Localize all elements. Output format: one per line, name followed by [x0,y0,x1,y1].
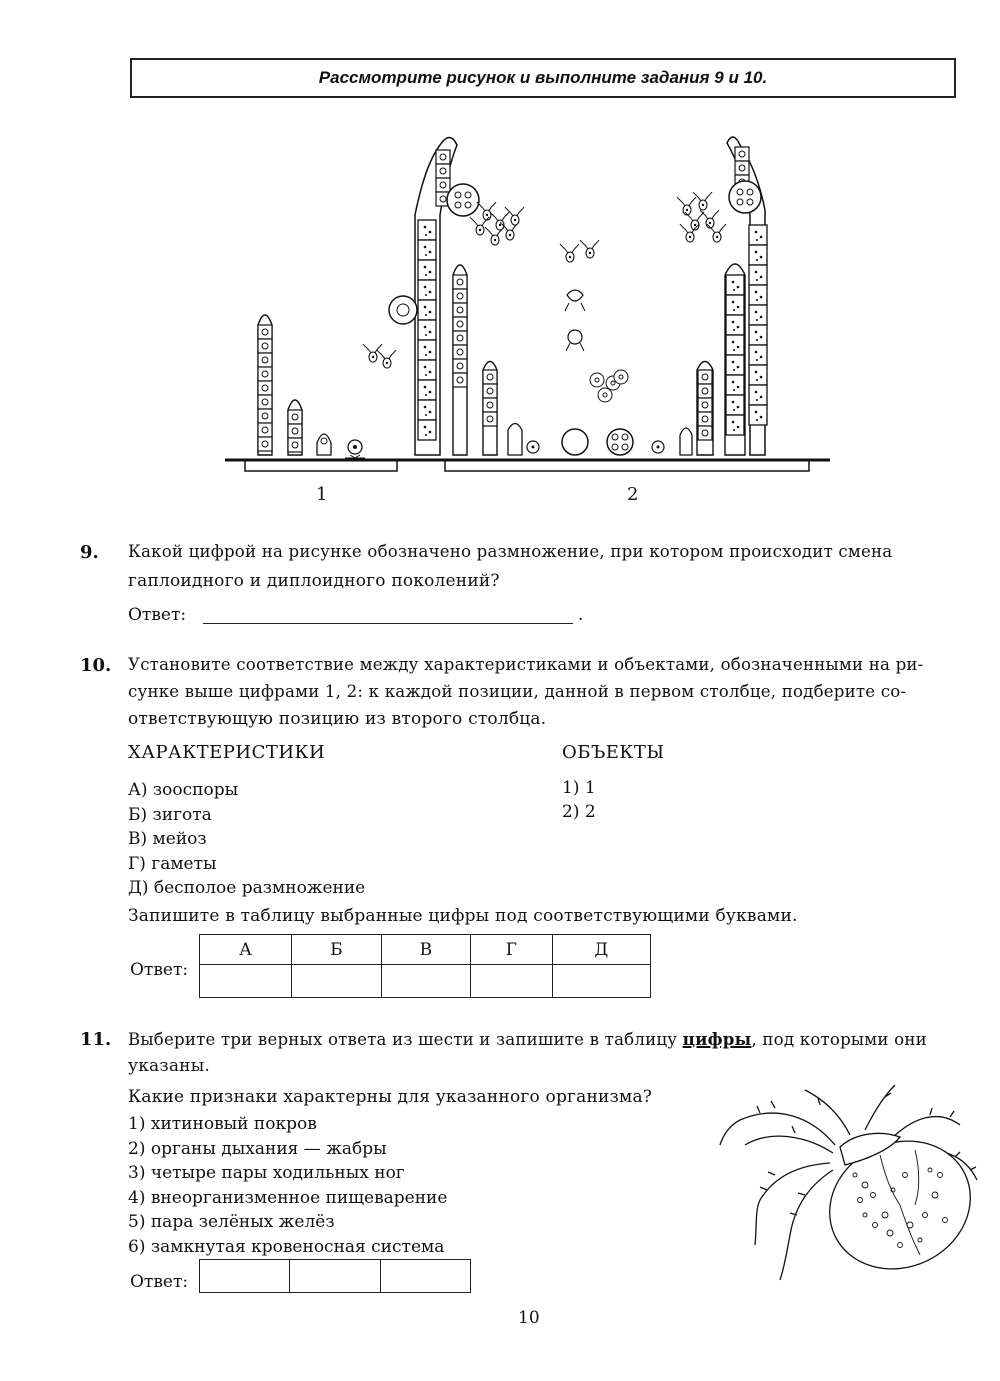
instruction-text: Рассмотрите рисунок и выполните задания 9 и 10. [318,68,768,87]
answer-cell-a[interactable] [200,965,292,998]
q11-number: 11. [80,1029,112,1050]
q10-number: 10. [80,655,112,676]
q10-text-line1: Установите соответствие между характеристиками и объектами, обозначенными на ри- [128,655,924,674]
option-item: 1) хитиновый покров [128,1114,317,1134]
table-header-b: Б [292,935,382,965]
objects-heading: ОБЪЕКТЫ [562,742,665,763]
q10-answer-label: Ответ: [130,960,189,980]
q9-answer-end: . [578,605,584,625]
objects-list [562,776,596,824]
q11-text-line2: указаны. [128,1056,211,1076]
q11-text-part-c: , под которыми они [751,1030,927,1049]
option-item: 4) внеорганизменное пищеварение [128,1187,448,1208]
object-item: 2) 2 [562,802,596,822]
filament-group-1 [258,315,396,461]
q9-answer-field[interactable] [203,623,573,624]
q11-question: Какие признаки характерны для указанного организма? [128,1087,653,1107]
q9-text-line1: Какой цифрой на рисунке обозначено размножение, при котором происходит смена [128,542,893,561]
q11-answer-label: Ответ: [130,1272,189,1292]
instruction-banner [130,58,956,98]
table-header-d: Д [552,935,650,965]
q9-answer-label: Ответ: [128,605,187,625]
option-item: 6) замкнутая кровеносная система [128,1236,445,1257]
option-item: 5) пара зелёных желёз [128,1212,335,1233]
characteristic-item: Б) зигота [128,804,212,825]
characteristics-list [128,778,365,901]
q11-options-list [128,1112,447,1260]
table-header-g: Г [471,935,552,965]
object-item: 1) 1 [562,778,596,798]
option-item: 3) четыре пары ходильных ног [128,1163,405,1184]
table-header-a: А [200,935,292,965]
q11-answer-cell[interactable] [290,1260,380,1293]
q10-answer-table [199,934,651,998]
q11-text-emphasis: цифры [682,1029,752,1049]
answer-cell-b[interactable] [292,965,382,998]
q11-answer-cell[interactable] [380,1260,470,1293]
q11-answer-cell[interactable] [200,1260,290,1293]
answer-cell-g[interactable] [471,965,552,998]
characteristic-item: Д) бесполое размножение [128,878,366,898]
characteristic-item: А) зооспоры [128,780,239,800]
characteristic-item: В) мейоз [128,829,207,849]
figure-label-2: 2 [627,484,639,505]
characteristics-heading: ХАРАКТЕРИСТИКИ [128,742,326,763]
q10-text-line3: ответствующую позицию из второго столбца. [128,709,547,729]
q9-number: 9. [80,542,99,563]
filament-group-2 [389,137,767,455]
page-number: 10 [518,1308,540,1328]
answer-cell-v[interactable] [381,965,471,998]
q10-text-line2: сунке выше цифрами 1, 2: к каждой позиции, данной в первом столбце, подберите со- [128,682,907,701]
option-item: 2) органы дыхания — жабры [128,1138,387,1159]
table-header-v: В [381,935,471,965]
characteristic-item: Г) гаметы [128,853,217,874]
q11-answer-table [199,1259,471,1293]
mite-illustration [715,1075,985,1290]
q9-text-line2: гаплоидного и диплоидного поколений? [128,571,500,591]
figure-label-1: 1 [316,484,328,505]
q11-text-line1 [128,1029,927,1049]
q11-text-part-a: Выберите три верных ответа из шести и запишите в таблицу [128,1030,683,1049]
answer-cell-d[interactable] [552,965,650,998]
algae-life-cycle-figure [225,125,835,515]
q10-table-instruction: Запишите в таблицу выбранные цифры под соответствующими буквами. [128,906,798,926]
